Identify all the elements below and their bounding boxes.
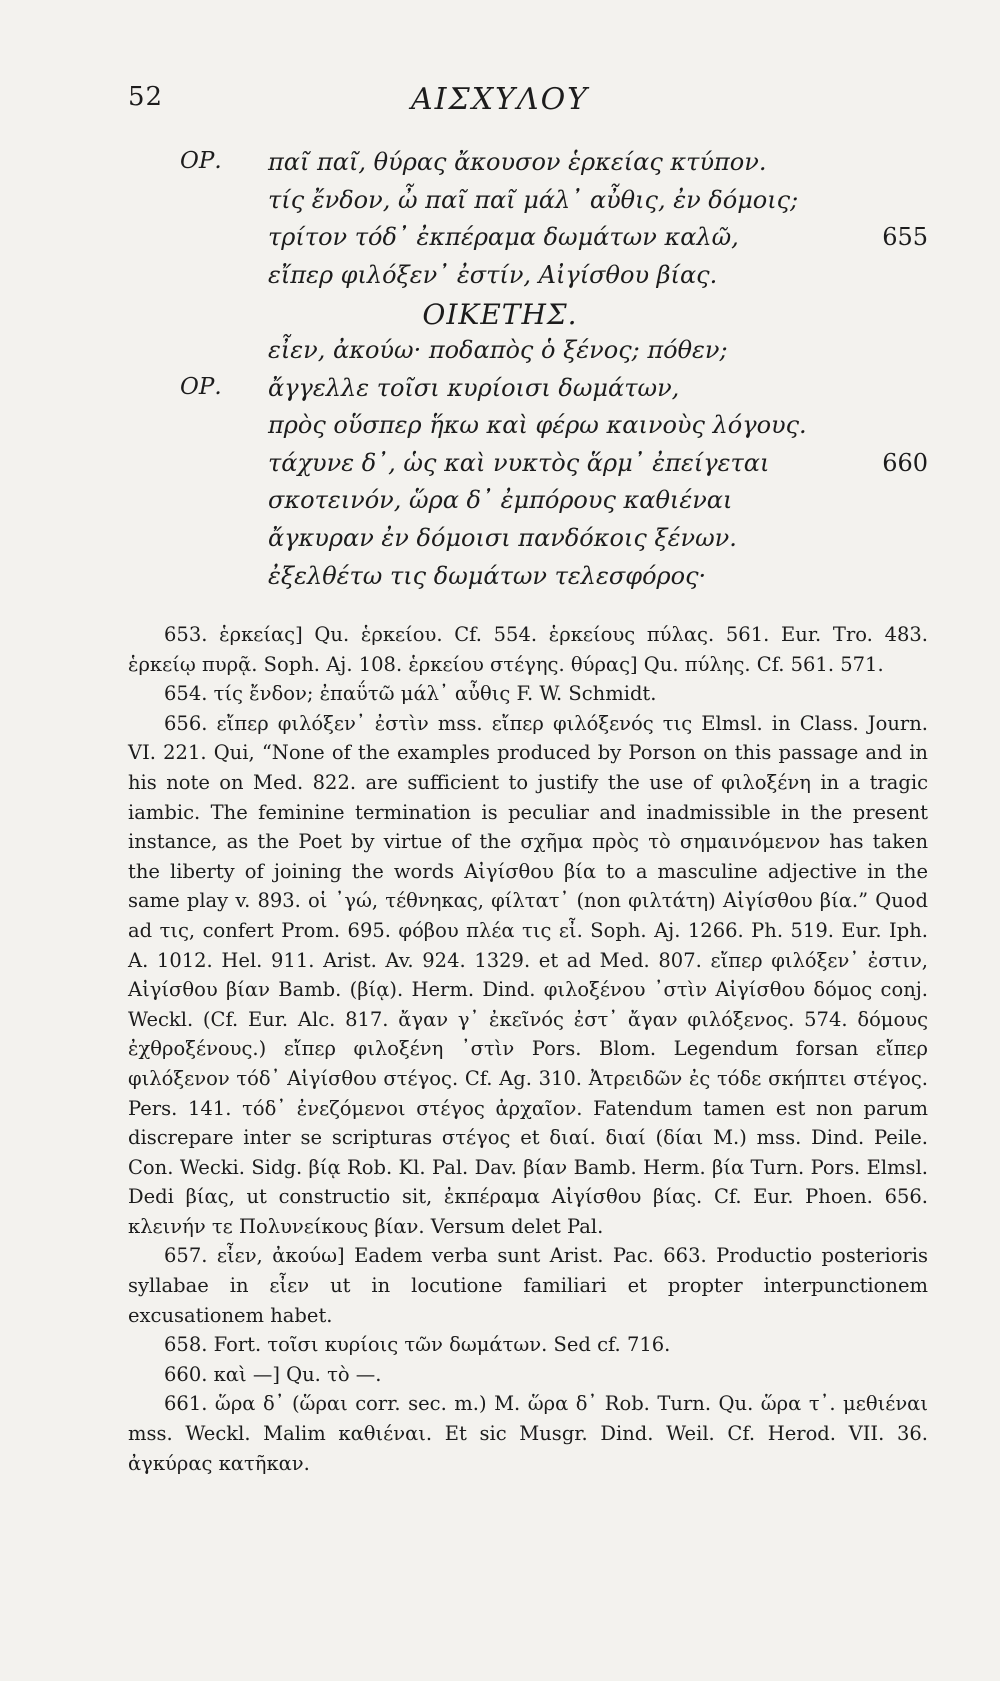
verse-text: εἶεν, ἀκούω· ποδαπὸς ὁ ξένος; πόθεν; <box>268 335 728 364</box>
verse-text: τάχυνε δ᾽, ὡς καὶ νυκτὸς ἅρμ᾽ ἐπείγεται <box>268 448 770 477</box>
speaker-label: ΟΡ. <box>180 148 222 174</box>
verse-text: σκοτεινόν, ὥρα δ᾽ ἐμπόρους καθιέναι <box>268 486 733 515</box>
note-paragraph: 656. εἴπερ φιλόξεν᾽ ἐστὶν mss. εἴπερ φιλόξενός τις Elmsl. in Class. Journ. VI. 221. Qui, “None of the examples produced by Porson on this passage and in his note on Med. 822. are sufficient to justify the use of φιλοξένη in a tragic iambic. The feminine termination is peculiar and inadmissible in the present instance, as the Poet by virtue of the σχῆμα πρὸς τὸ σημαινόμενον has taken the liberty of joining the words Αἰγίσθου βία to a masculine adjective in the same play v. 893. οἱ ᾽γώ, τέθνηκας, φίλτατ᾽ (non φιλτάτη) Αἰγίσθου βία.” Quod ad τις, confert Prom. 695. φόβου πλέα τις εἶ. Soph. Aj. 1266. Ph. 519. Eur. Iph. A. 1012. Hel. 911. Arist. Av. 924. 1329. et ad Med. 807. εἴπερ φιλόξεν᾽ ἐστιν, Αἰγίσθου βίαν Bamb. (βίᾳ). Herm. Dind. φιλοξένου ᾽στὶν Αἰγίσθου δόμος conj. Weckl. (Cf. Eur. Alc. 817. ἄγαν γ᾽ ἐκεῖνός ἐστ᾽ ἄγαν φιλόξενος. 574. δόμους ἐχθροξένους.) εἴπερ φιλοξένη ᾽στὶν Pors. Blom. Legendum forsan εἴπερ φιλόξενον τόδ᾽ Αἰγίσθου στέγος. Cf. Ag. 310. Ἀτρειδῶν ἐς τόδε σκήπτει στέγος. Pers. 141. τόδ᾽ ἐνεζόμενοι στέγος ἀρχαῖον. Fatendum tamen est non parum discrepare inter se scripturas στέγος et διαί. διαί (δίαι M.) mss. Dind. Peile. Con. Wecki. Sidg. βίᾳ Rob. Kl. Pal. Dav. βίαν Bamb. Herm. βία Turn. Pors. Elmsl. Dedi βίας, ut constructio sit, ἐκπέραμα Αἰγίσθου βίας. Cf. Eur. Phoen. 656. κλεινήν τε Πολυνείκους βίαν. Versum delet Pal. <box>128 711 928 1238</box>
verse-line <box>0 148 1000 186</box>
verse-text: παῖ παῖ, θύρας ἄκουσον ἑρκείας κτύπον. <box>268 148 767 176</box>
verse-text: ἄγκυραν ἐν δόμοισι πανδόκοις ξένων. <box>268 523 737 552</box>
verse-text: ΟΙΚΕΤΗΣ. <box>422 298 578 332</box>
note-paragraph: 653. ἑρκείας] Qu. ἑρκείου. Cf. 554. ἑρκείους πύλας. 561. Eur. Tro. 483. ἑρκείῳ πυρᾷ. Soph. Aj. 108. ἑρκείου στέγης. θύρας] Qu. πύλης. Cf. 561. 571. <box>128 623 928 676</box>
verse-text: τίς ἔνδον, ὦ παῖ παῖ μάλ᾽ αὖθις, ἐν δόμοις; <box>268 185 799 214</box>
running-head: ΑΙΣΧΥΛΟΥ <box>411 82 589 117</box>
verse-line <box>0 261 1000 299</box>
verse-line <box>0 449 1000 487</box>
verse-line <box>0 374 1000 412</box>
note-paragraph: 658. Fort. τοῖσι κυρίοις τῶν δωμάτων. Sed cf. 716. <box>164 1333 671 1357</box>
speaker-label: ΟΡ. <box>180 373 222 400</box>
speaker-heading <box>0 298 1000 336</box>
verse-text: ἄγγελλε τοῖσι κυρίοισι δωμάτων, <box>268 373 680 402</box>
verse-line <box>0 411 1000 449</box>
verse-line <box>0 486 1000 524</box>
verse-line <box>0 524 1000 562</box>
verse-line <box>0 336 1000 374</box>
page-number: 52 <box>128 82 164 112</box>
verse-line <box>0 562 1000 600</box>
note-paragraph: 660. καὶ —] Qu. τὸ —. <box>164 1362 382 1386</box>
verse-text: εἴπερ φιλόξεν᾽ ἐστίν, Αἰγίσθου βίας. <box>268 260 718 289</box>
verse-line <box>0 186 1000 224</box>
note-paragraph: 661. ὥρα δ᾽ (ὥραι corr. sec. m.) M. ὥρα δ᾽ Rob. Turn. Qu. ὥρα τ᾽. μεθιέναι mss. Weckl. Malim καθιέναι. Et sic Musgr. Dind. Weil. Cf. Herod. VII. 36. ἀγκύρας κατῆκαν. <box>128 1392 928 1475</box>
note-paragraph: 657. εἶεν, ἀκούω] Eadem verba sunt Arist. Pac. 663. Productio posterioris syllabae in εἶεν ut in locutione familiari et propter interpunctionem excusationem habet. <box>128 1244 928 1327</box>
critical-notes <box>128 620 928 1478</box>
line-number: 660 <box>882 448 928 477</box>
verse-text: πρὸς οὕσπερ ἥκω καὶ φέρω καινοὺς λόγους. <box>268 411 807 440</box>
note-paragraph: 654. τίς ἔνδον; ἐπαΰτῶ μάλ᾽ αὖθις F. W. Schmidt. <box>164 682 657 706</box>
line-number: 655 <box>882 223 928 252</box>
page-header <box>0 82 1000 122</box>
verse-text: τρίτον τόδ᾽ ἐκπέραμα δωμάτων καλῶ, <box>268 223 739 252</box>
verse-text: ἐξελθέτω τις δωμάτων τελεσφόρος· <box>268 561 707 590</box>
verse-block <box>0 148 1000 599</box>
verse-line <box>0 223 1000 261</box>
